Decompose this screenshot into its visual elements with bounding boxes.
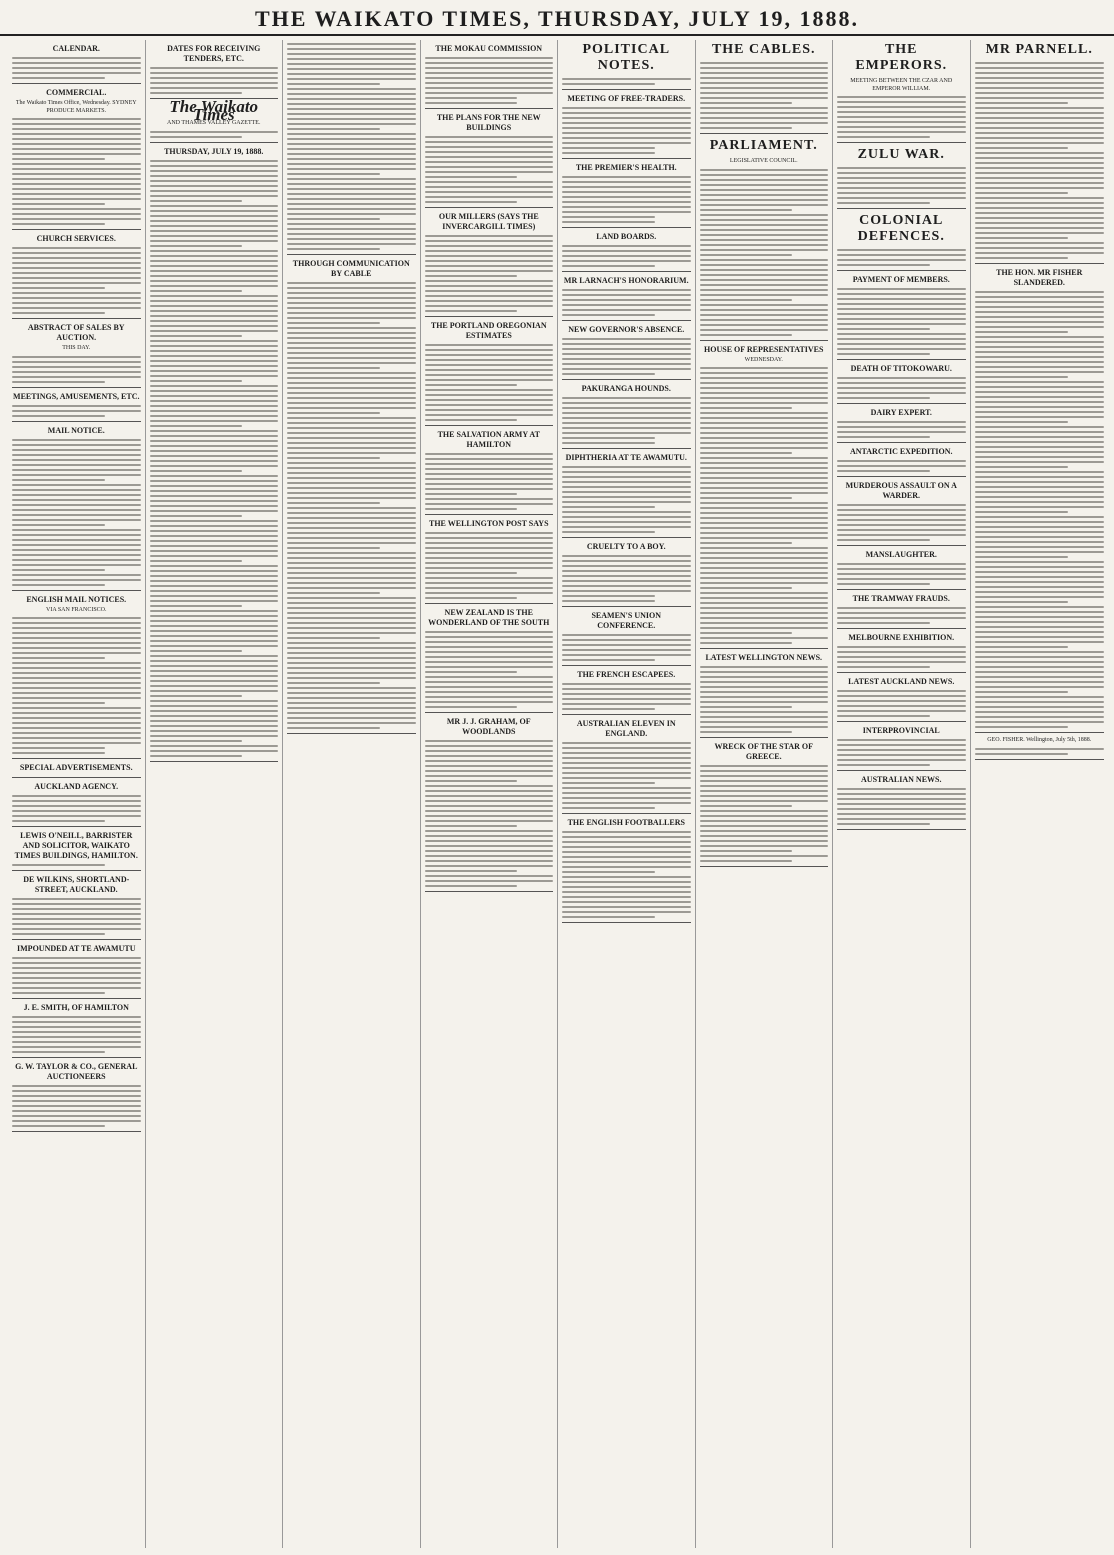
divider bbox=[700, 737, 829, 738]
article-heading: DAIRY EXPERT. bbox=[870, 408, 932, 418]
article-heading: LATEST WELLINGTON NEWS. bbox=[705, 653, 823, 663]
article bbox=[12, 234, 141, 319]
article bbox=[837, 550, 966, 590]
divider bbox=[562, 158, 691, 159]
divider bbox=[700, 133, 829, 134]
body-text bbox=[12, 795, 141, 822]
divider bbox=[150, 761, 279, 762]
article-heading: ANTARCTIC EXPEDITION. bbox=[849, 447, 953, 457]
body-text bbox=[425, 740, 554, 887]
divider bbox=[425, 316, 554, 317]
article bbox=[425, 321, 554, 426]
body-text bbox=[562, 107, 691, 154]
body-text bbox=[150, 67, 279, 94]
body-text bbox=[287, 43, 416, 250]
article bbox=[837, 447, 966, 477]
divider bbox=[837, 628, 966, 629]
body-text bbox=[837, 96, 966, 138]
article bbox=[837, 481, 966, 546]
divider bbox=[975, 732, 1105, 733]
body-text bbox=[12, 247, 141, 314]
body-text bbox=[837, 249, 966, 266]
body-text bbox=[425, 235, 554, 312]
divider bbox=[12, 870, 141, 871]
divider bbox=[12, 939, 141, 940]
body-text bbox=[12, 1085, 141, 1127]
column-8 bbox=[971, 40, 1109, 1548]
article-heading: CALENDAR. bbox=[52, 44, 100, 53]
body-text bbox=[700, 367, 829, 644]
subheading: The Waikato Times Office, Wednesday. SYDNEY PRODUCE MARKETS. bbox=[15, 100, 137, 114]
body-text bbox=[12, 957, 141, 994]
article bbox=[425, 113, 554, 208]
article bbox=[12, 763, 141, 778]
article-heading: OUR MILLERS (SAYS THE INVERCARGILL TIMES) bbox=[438, 212, 539, 231]
article-heading: IMPOUNDED AT TE AWAMUTU bbox=[17, 944, 136, 954]
article bbox=[12, 88, 141, 230]
body-text bbox=[700, 169, 829, 336]
article bbox=[837, 594, 966, 629]
article bbox=[837, 147, 966, 209]
body-text bbox=[837, 421, 966, 438]
divider bbox=[562, 537, 691, 538]
divider bbox=[425, 108, 554, 109]
body-text bbox=[700, 666, 829, 733]
article bbox=[837, 633, 966, 673]
article-heading: THE SALVATION ARMY AT HAMILTON bbox=[437, 430, 540, 449]
divider bbox=[425, 207, 554, 208]
divider bbox=[287, 254, 416, 255]
article bbox=[12, 392, 141, 422]
article-heading: THROUGH COMMUNICATION BY CABLE bbox=[292, 259, 410, 278]
divider bbox=[700, 340, 829, 341]
article-heading: MELBOURNE EXHIBITION. bbox=[848, 633, 955, 643]
subheading: THIS DAY. bbox=[62, 345, 91, 352]
article bbox=[425, 430, 554, 515]
article bbox=[837, 275, 966, 360]
divider bbox=[287, 733, 416, 734]
divider bbox=[12, 777, 141, 778]
divider bbox=[975, 263, 1105, 264]
article-heading: CHURCH SERVICES. bbox=[36, 234, 116, 244]
article-heading: PAYMENT OF MEMBERS. bbox=[852, 275, 950, 285]
section-heading: COLONIAL DEFENCES. bbox=[857, 213, 945, 245]
divider bbox=[12, 318, 141, 319]
divider bbox=[837, 829, 966, 830]
article bbox=[425, 44, 554, 109]
divider bbox=[12, 1131, 141, 1132]
section-heading: THE CABLES. bbox=[711, 42, 816, 57]
body-text bbox=[700, 62, 829, 129]
article-heading: INTERPROVINCIAL bbox=[862, 726, 940, 736]
divider bbox=[425, 603, 554, 604]
article bbox=[562, 453, 691, 538]
body-text bbox=[837, 690, 966, 717]
article bbox=[12, 44, 141, 84]
article bbox=[700, 742, 829, 867]
divider bbox=[425, 712, 554, 713]
article bbox=[700, 138, 829, 341]
article bbox=[700, 345, 829, 650]
article bbox=[837, 726, 966, 771]
body-text bbox=[562, 831, 691, 918]
article bbox=[12, 323, 141, 388]
body-text bbox=[12, 1016, 141, 1053]
body-text bbox=[425, 344, 554, 421]
body-text bbox=[150, 131, 279, 138]
body-text bbox=[837, 504, 966, 541]
divider bbox=[12, 758, 141, 759]
divider bbox=[425, 514, 554, 515]
body-text bbox=[425, 532, 554, 599]
divider bbox=[837, 270, 966, 271]
article bbox=[837, 364, 966, 404]
divider bbox=[837, 589, 966, 590]
body-text bbox=[562, 466, 691, 533]
article bbox=[975, 737, 1105, 760]
body-text bbox=[562, 289, 691, 316]
article-heading: THE PORTLAND OREGONIAN ESTIMATES bbox=[430, 321, 547, 340]
article bbox=[562, 94, 691, 159]
body-text bbox=[562, 245, 691, 267]
divider bbox=[837, 442, 966, 443]
column-7 bbox=[833, 40, 971, 1548]
body-text bbox=[12, 356, 141, 383]
article bbox=[12, 426, 141, 591]
body-text bbox=[837, 646, 966, 668]
divider bbox=[837, 142, 966, 143]
article bbox=[12, 595, 141, 760]
divider bbox=[12, 826, 141, 827]
body-text bbox=[425, 631, 554, 708]
divider bbox=[562, 606, 691, 607]
column-1 bbox=[8, 40, 146, 1548]
article bbox=[12, 782, 141, 827]
body-text bbox=[425, 453, 554, 510]
article-heading: MURDEROUS ASSAULT ON A WARDER. bbox=[845, 481, 957, 501]
column-2 bbox=[146, 40, 284, 1548]
article-heading: DATES FOR RECEIVING TENDERS, ETC. bbox=[167, 44, 261, 63]
article bbox=[562, 719, 691, 814]
article-heading: THE PREMIER'S HEALTH. bbox=[575, 163, 677, 172]
body-text bbox=[12, 118, 141, 225]
divider bbox=[562, 271, 691, 272]
body-text bbox=[837, 607, 966, 624]
article bbox=[425, 212, 554, 317]
section-heading: THE EMPERORS. bbox=[855, 42, 948, 73]
article-heading: THE PLANS FOR THE NEW BUILDINGS bbox=[436, 113, 541, 132]
body-text bbox=[975, 62, 1105, 259]
divider bbox=[562, 89, 691, 90]
divider bbox=[837, 476, 966, 477]
body-text bbox=[562, 634, 691, 661]
article bbox=[975, 42, 1105, 264]
article bbox=[425, 608, 554, 713]
divider bbox=[562, 922, 691, 923]
divider bbox=[425, 425, 554, 426]
body-text bbox=[12, 439, 141, 586]
subheading: WEDNESDAY. bbox=[744, 356, 783, 363]
divider bbox=[837, 672, 966, 673]
divider bbox=[12, 83, 141, 84]
article bbox=[975, 268, 1105, 733]
divider bbox=[562, 320, 691, 321]
article-heading: ABSTRACT OF SALES BY AUCTION. bbox=[27, 323, 125, 343]
body-text bbox=[975, 748, 1105, 755]
divider bbox=[975, 759, 1105, 760]
subheading: MEETING BETWEEN THE CZAR AND EMPEROR WILLIAM. bbox=[850, 78, 953, 92]
body-text bbox=[837, 788, 966, 825]
article-heading: PAKURANGA HOUNDS. bbox=[581, 384, 671, 393]
article-heading: THE HON. MR FISHER SLANDERED. bbox=[996, 268, 1083, 287]
divider bbox=[12, 387, 141, 388]
body-text bbox=[837, 167, 966, 204]
article-heading: THE ENGLISH FOOTBALLERS bbox=[567, 818, 685, 827]
article bbox=[12, 1062, 141, 1132]
divider bbox=[700, 648, 829, 649]
article-heading: HOUSE OF REPRESENTATIVES bbox=[704, 344, 824, 354]
article bbox=[562, 232, 691, 272]
divider bbox=[837, 721, 966, 722]
column-3 bbox=[283, 40, 421, 1548]
subheading: GEO. FISHER. Wellington, July 5th, 1888. bbox=[987, 737, 1092, 743]
body-text bbox=[562, 338, 691, 375]
article-heading: DIPHTHERIA AT TE AWAMUTU. bbox=[565, 453, 687, 462]
article-heading: THURSDAY, JULY 19, 1888. bbox=[164, 146, 264, 156]
article bbox=[12, 944, 141, 999]
body-text bbox=[837, 377, 966, 399]
body-text bbox=[837, 739, 966, 766]
article-heading: NEW GOVERNOR'S ABSENCE. bbox=[568, 325, 685, 334]
body-text bbox=[425, 57, 554, 104]
article bbox=[150, 44, 279, 99]
divider bbox=[700, 866, 829, 867]
column-5 bbox=[558, 40, 696, 1548]
columns bbox=[8, 40, 1108, 1548]
article-heading: THE FRENCH ESCAPEES. bbox=[577, 670, 676, 679]
article bbox=[700, 42, 829, 134]
body-text bbox=[12, 898, 141, 935]
article-heading: COMMERCIAL. bbox=[46, 88, 107, 97]
article bbox=[425, 717, 554, 892]
body-text bbox=[562, 683, 691, 710]
article-heading: WRECK OF THE STAR OF GREECE. bbox=[714, 742, 814, 762]
divider bbox=[12, 421, 141, 422]
body-text bbox=[150, 160, 279, 757]
divider bbox=[12, 590, 141, 591]
article-heading: MR LARNACH'S HONORARIUM. bbox=[563, 276, 689, 285]
body-text bbox=[562, 555, 691, 602]
article bbox=[562, 163, 691, 228]
article-heading: NEW ZEALAND IS THE WONDERLAND OF THE SOUTH bbox=[428, 608, 550, 627]
article-heading: DEATH OF TITOKOWARU. bbox=[850, 364, 952, 374]
article-heading: LEWIS O'NEILL, BARRISTER AND SOLICITOR, WAIKATO TIMES BUILDINGS, HAMILTON. bbox=[14, 831, 138, 861]
article-heading: THE MOKAU COMMISSION bbox=[435, 44, 543, 53]
article-heading: CRUELTY TO A BOY. bbox=[586, 542, 666, 551]
article bbox=[150, 97, 279, 143]
article bbox=[562, 818, 691, 923]
subheading: LEGISLATIVE COUNCIL. bbox=[729, 158, 798, 164]
section-heading: MR PARNELL. bbox=[985, 42, 1093, 57]
article bbox=[837, 408, 966, 443]
article-heading: AUSTRALIAN NEWS. bbox=[861, 775, 942, 785]
divider bbox=[562, 714, 691, 715]
article bbox=[425, 519, 554, 604]
section-heading: ZULU WAR. bbox=[857, 147, 945, 163]
article-heading: AUSTRALIAN ELEVEN IN ENGLAND. bbox=[576, 719, 676, 738]
body-text bbox=[425, 136, 554, 203]
divider bbox=[12, 1057, 141, 1058]
divider bbox=[12, 998, 141, 999]
divider bbox=[12, 229, 141, 230]
subheading: AND THAMES VALLEY GAZETTE. bbox=[167, 120, 261, 127]
divider bbox=[562, 227, 691, 228]
divider bbox=[425, 891, 554, 892]
article-heading: MR J. J. GRAHAM, OF WOODLANDS bbox=[446, 717, 531, 736]
article-heading: MAIL NOTICE. bbox=[47, 425, 105, 435]
article bbox=[700, 653, 829, 738]
masthead-title: THE WAIKATO TIMES, THURSDAY, JULY 19, 1888. bbox=[255, 6, 859, 31]
body-text bbox=[562, 397, 691, 444]
article bbox=[562, 325, 691, 380]
article-heading: MANSLAUGHTER. bbox=[865, 550, 937, 560]
article-heading: DE WILKINS, SHORTLAND-STREET, AUCKLAND. bbox=[23, 875, 130, 895]
body-text bbox=[975, 291, 1105, 728]
article-heading: G. W. TAYLOR & CO., GENERAL AUCTIONEERS bbox=[15, 1062, 138, 1082]
divider bbox=[562, 665, 691, 666]
body-text bbox=[287, 282, 416, 729]
column-4 bbox=[421, 40, 559, 1548]
article bbox=[287, 259, 416, 734]
article bbox=[287, 43, 416, 255]
body-text bbox=[12, 57, 141, 79]
article bbox=[837, 775, 966, 830]
article bbox=[837, 213, 966, 271]
article-heading: LAND BOARDS. bbox=[596, 232, 657, 241]
body-text bbox=[837, 460, 966, 472]
article bbox=[12, 831, 141, 871]
article-heading: LATEST AUCKLAND NEWS. bbox=[848, 677, 955, 687]
article-heading: SEAMEN'S UNION CONFERENCE. bbox=[591, 611, 662, 630]
section-heading: POLITICAL NOTES. bbox=[582, 42, 671, 73]
body-text bbox=[12, 864, 141, 866]
article-heading: AUCKLAND AGENCY. bbox=[34, 782, 119, 792]
article bbox=[562, 384, 691, 449]
article-heading: J. E. SMITH, OF HAMILTON bbox=[23, 1003, 129, 1013]
column-6 bbox=[696, 40, 834, 1548]
article bbox=[562, 670, 691, 715]
divider bbox=[562, 448, 691, 449]
body-text bbox=[562, 742, 691, 809]
article bbox=[12, 875, 141, 940]
article-heading: MEETING OF FREE-TRADERS. bbox=[567, 94, 686, 103]
divider bbox=[562, 379, 691, 380]
body-text bbox=[837, 288, 966, 355]
body-text bbox=[562, 176, 691, 223]
divider bbox=[837, 403, 966, 404]
body-text bbox=[700, 765, 829, 862]
divider bbox=[837, 545, 966, 546]
article bbox=[562, 542, 691, 607]
article-heading: THE TRAMWAY FRAUDS. bbox=[852, 594, 950, 604]
article bbox=[562, 276, 691, 321]
subheading: VIA SAN FRANCISCO. bbox=[45, 606, 107, 613]
article bbox=[562, 42, 691, 90]
article-heading: MEETINGS, AMUSEMENTS, ETC. bbox=[13, 391, 140, 401]
body-text bbox=[12, 405, 141, 417]
divider bbox=[562, 813, 691, 814]
article-heading: SPECIAL ADVERTISEMENTS. bbox=[19, 763, 133, 773]
article-heading: ENGLISH MAIL NOTICES. bbox=[26, 594, 127, 604]
masthead bbox=[0, 0, 1114, 36]
article bbox=[150, 147, 279, 762]
section-heading: PARLIAMENT. bbox=[709, 138, 818, 153]
article bbox=[12, 1003, 141, 1058]
divider bbox=[150, 142, 279, 143]
article bbox=[837, 42, 966, 143]
body-text bbox=[837, 563, 966, 585]
body-text bbox=[562, 78, 691, 85]
nameplate: The Waikato Times bbox=[169, 97, 259, 124]
divider bbox=[837, 359, 966, 360]
body-text bbox=[12, 617, 141, 754]
divider bbox=[837, 208, 966, 209]
article-heading: THE WELLINGTON POST SAYS bbox=[428, 519, 549, 528]
divider bbox=[837, 770, 966, 771]
article bbox=[837, 677, 966, 722]
article bbox=[562, 611, 691, 666]
